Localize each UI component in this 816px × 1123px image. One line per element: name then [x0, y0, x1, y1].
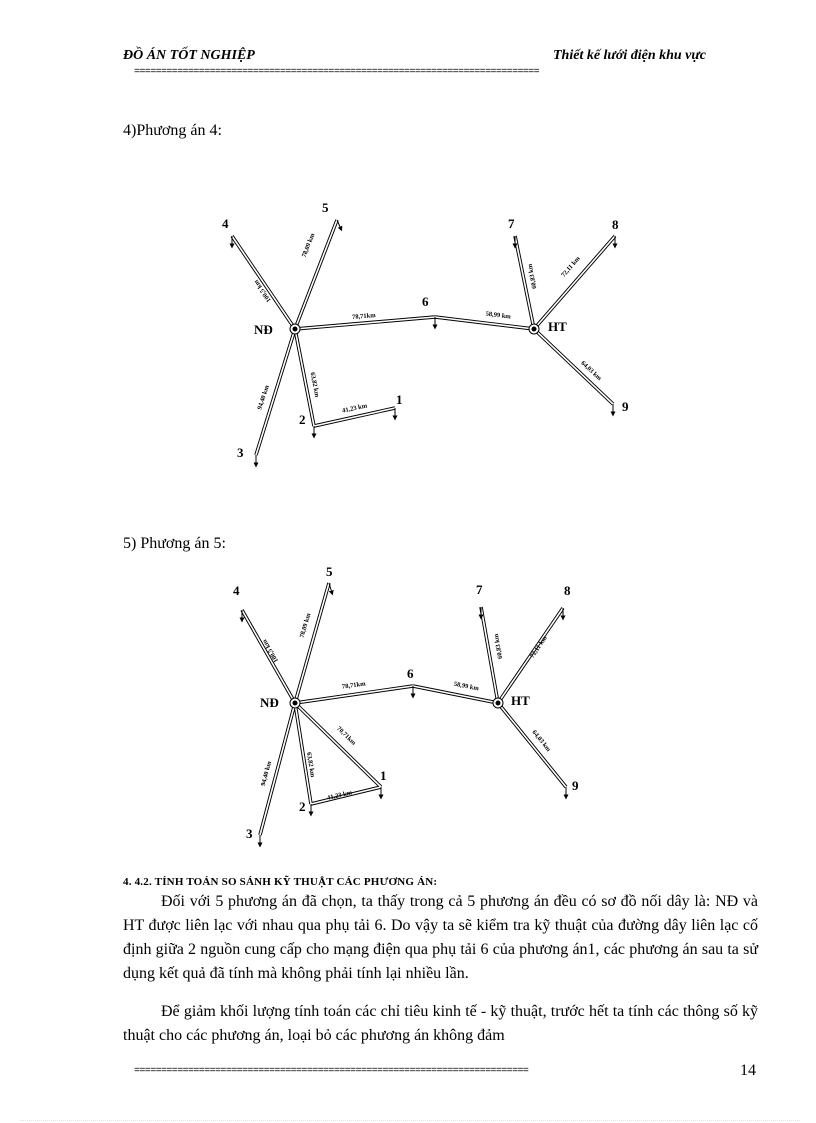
- page-number: 14: [740, 1062, 756, 1079]
- distance-ht-9: 64,03 km: [530, 729, 552, 754]
- node-1-label: 1: [396, 392, 403, 407]
- node-3-label: 3: [246, 826, 253, 841]
- distance-ht-8: 72,11 km: [560, 255, 582, 279]
- node-2-label: 2: [299, 799, 306, 814]
- node-8-label: 8: [612, 217, 619, 232]
- section-heading-442: 4. 4.2. TÍNH TOÁN SO SÁNH KỸ THUẬT CÁC PHƯƠNG ÁN:: [123, 876, 438, 888]
- paragraph-2: Để giảm khối lượng tính toán các chỉ tiêu kinh tế - kỹ thuật, trước hết ta tính các thông số kỹ thuật cho các phương án, loại bỏ các phương án không đảm: [123, 1003, 758, 1044]
- distance-ht-9: 64,03 km: [579, 359, 603, 383]
- distance-6-ht: 58,99 km: [453, 680, 480, 693]
- distance-ht-8: 72,11 km: [528, 634, 549, 660]
- distance-2-1: 41,23 km: [326, 789, 353, 802]
- section4-title: 4)Phương án 4:: [123, 122, 222, 139]
- node-3-label: 3: [237, 445, 244, 460]
- page-edge-divider: [20, 1120, 800, 1121]
- node-7-label: 7: [508, 216, 515, 231]
- node-8-label: 8: [564, 583, 571, 598]
- distance-nd-3: 94,40 km: [256, 384, 271, 411]
- distance-6-ht: 58,99 km: [485, 310, 512, 321]
- node-5-label: 5: [326, 564, 333, 579]
- node-5-label: 5: [322, 200, 329, 215]
- node-9-label: 9: [622, 399, 629, 414]
- node-4-label: 4: [222, 216, 229, 231]
- paragraph-1: Đối với 5 phương án đã chọn, ta thấy trong cả 5 phương án đều có sơ đồ nối dây là: NĐ và HT được liên lạc với nhau qua phụ tải 6. Do vậy ta sẽ kiểm tra kỹ thuật của đường dây liên lạc cố định giữa 2 nguồn cung cấp cho mạng điện qua phụ tải 6 của phương án1, các phương án sau ta sử dụng kết quả đã tính mà không phải tính lại nhiều lần.: [123, 893, 758, 982]
- header-title-left: ĐỒ ÁN TỐT NGHIỆP: [123, 48, 255, 63]
- node-ht-label: HT: [548, 319, 567, 334]
- distance-nd-2: 63,82 km: [308, 371, 321, 398]
- node-6-label: 6: [407, 666, 414, 681]
- distance-2-1: 41,23 km: [341, 402, 368, 415]
- node-nd-label: NĐ: [260, 695, 279, 710]
- node-6-label: 6: [422, 294, 429, 309]
- node-9-label: 9: [572, 778, 579, 793]
- distance-nd-5: 78,09 km: [298, 612, 313, 639]
- node-2-label: 2: [299, 412, 306, 427]
- distance-nd-2: 63,82 km: [305, 751, 316, 778]
- footer-rule: =========================================================================: [134, 1066, 529, 1077]
- distance-nd-4: 100,5 km: [261, 638, 281, 664]
- node-ht-label: HT: [511, 693, 530, 708]
- distance-nd-6: 78,71km: [351, 311, 376, 322]
- node-nd-label: NĐ: [254, 322, 273, 337]
- header-title-right: Thiết kế lưới điện khu vực: [553, 48, 707, 63]
- node-7-label: 7: [476, 582, 483, 597]
- distance-nd-3: 94,40 km: [259, 760, 274, 787]
- distance-ht-7: 60,83 km: [492, 633, 505, 660]
- node-4-label: 4: [233, 583, 240, 598]
- distance-nd-4: 100,5 km: [252, 278, 273, 304]
- section5-title: 5) Phương án 5:: [123, 535, 226, 552]
- node-1-label: 1: [380, 768, 387, 783]
- distance-nd-5: 78,09 km: [300, 232, 317, 259]
- distance-ht-7: 60,83 km: [526, 263, 539, 290]
- distance-nd-1: 70,71km: [335, 725, 357, 747]
- header-rule: ===========================================================================: [134, 67, 540, 78]
- distance-nd-6: 78,71km: [341, 680, 366, 691]
